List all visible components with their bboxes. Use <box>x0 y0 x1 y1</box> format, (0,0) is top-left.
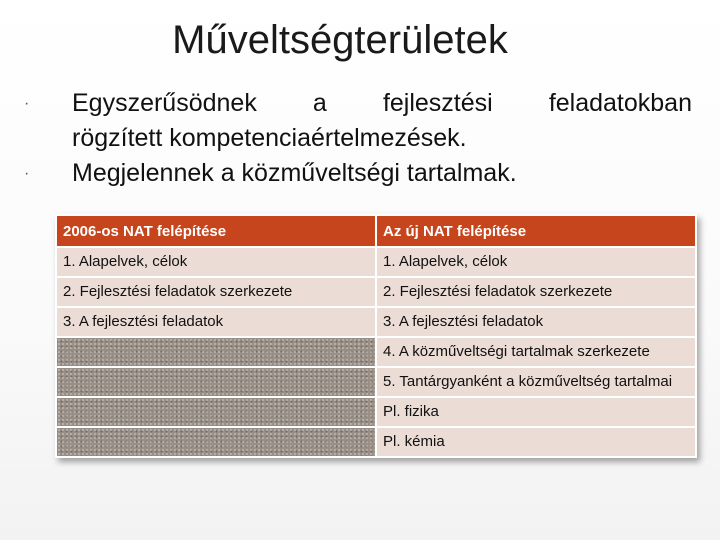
table-cell: 5. Tantárgyanként a közműveltség tartalmai <box>377 368 695 396</box>
table-row <box>57 428 695 456</box>
table-header-row <box>57 216 695 246</box>
table-cell: Pl. kémia <box>377 428 695 456</box>
table-cell-empty <box>57 368 375 396</box>
table-cell-empty <box>57 338 375 366</box>
table-cell: 2. Fejlesztési feladatok szerkezete <box>57 278 375 306</box>
bullet-icon: · <box>24 165 30 182</box>
table-row <box>57 398 695 426</box>
table-cell-empty <box>57 428 375 456</box>
bullet-text-line: Egyszerűsödnek a fejlesztési feladatokban <box>72 89 692 117</box>
bullet-item <box>20 156 692 191</box>
table-row <box>57 338 695 366</box>
table-cell: 1. Alapelvek, célok <box>57 248 375 276</box>
bullet-list <box>20 86 692 191</box>
table-cell-empty <box>57 398 375 426</box>
bullet-item <box>20 86 692 156</box>
table-cell: Pl. fizika <box>377 398 695 426</box>
table-row <box>57 368 695 396</box>
slide-title: Műveltségterületek <box>172 18 508 62</box>
bullet-icon: · <box>24 95 30 112</box>
table-cell: 3. A fejlesztési feladatok <box>377 308 695 336</box>
nat-comparison-table <box>55 214 697 458</box>
column-header-2006: 2006-os NAT felépítése <box>57 216 375 246</box>
column-header-new: Az új NAT felépítése <box>377 216 695 246</box>
table-cell: 4. A közműveltségi tartalmak szerkezete <box>377 338 695 366</box>
table-cell: 3. A fejlesztési feladatok <box>57 308 375 336</box>
table-row <box>57 248 695 276</box>
table-row <box>57 278 695 306</box>
table-cell: 2. Fejlesztési feladatok szerkezete <box>377 278 695 306</box>
bullet-text-line: rögzített kompetenciaértelmezések. <box>72 124 467 152</box>
table-cell: 1. Alapelvek, célok <box>377 248 695 276</box>
bullet-text-line: Megjelennek a közműveltségi tartalmak. <box>72 159 517 187</box>
table-row <box>57 308 695 336</box>
